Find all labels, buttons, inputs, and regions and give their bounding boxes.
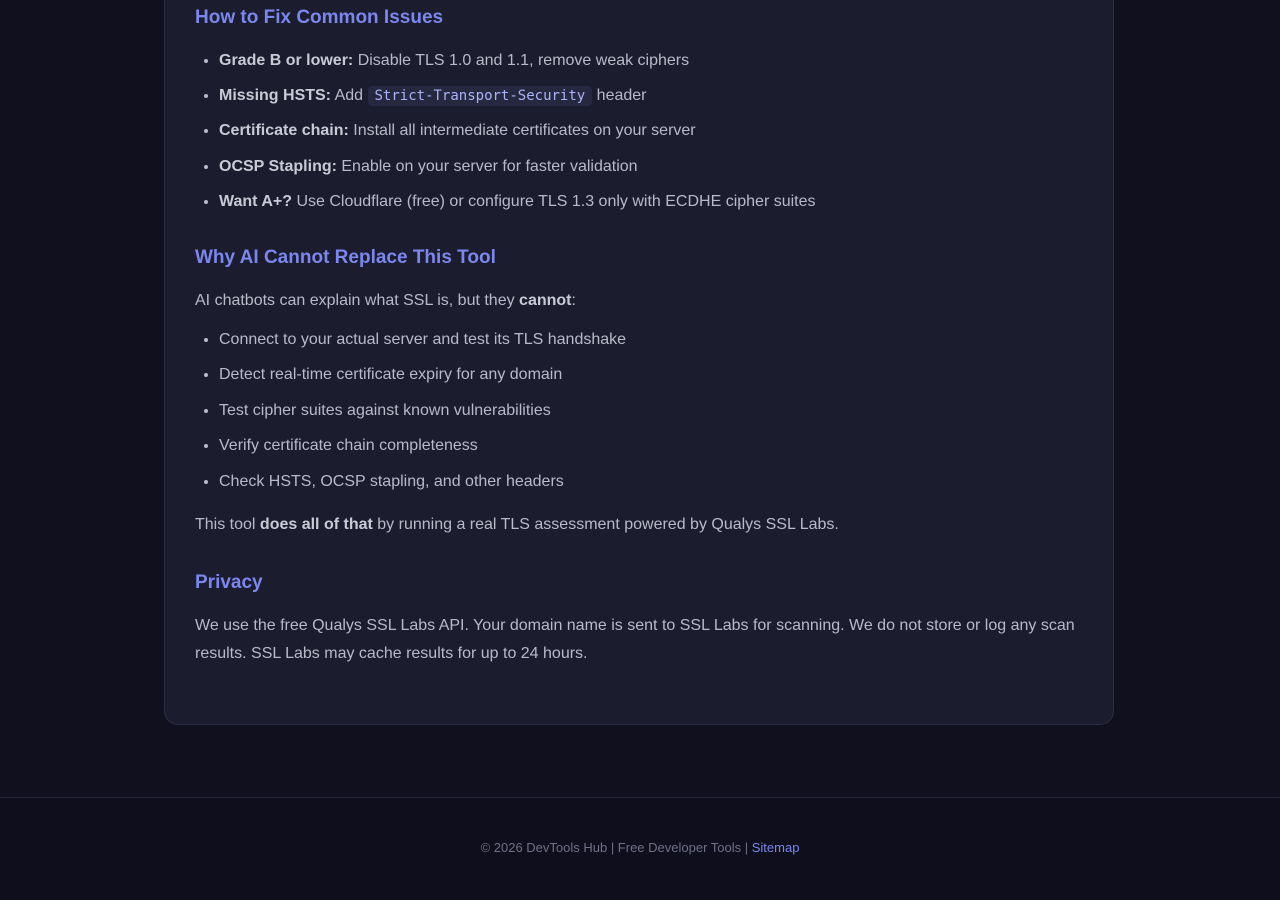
list-item-text: header	[592, 87, 647, 104]
fix-issues-list	[195, 51, 1085, 212]
why-ai-intro	[195, 287, 1085, 315]
list-item-text: Install all intermediate certificates on your server	[348, 122, 696, 139]
why-ai-heading: Why AI Cannot Replace This Tool	[195, 247, 496, 268]
outro-emphasis: does all of that	[259, 516, 373, 533]
list-item: • Verify certificate chain completeness	[219, 436, 1085, 456]
list-item-text: Use Cloudflare (free) or configure TLS 1.3 only with ECDHE cipher suites	[292, 193, 816, 210]
hsts-header-code: Strict-Transport-Security	[368, 86, 593, 106]
privacy-heading: Privacy	[195, 572, 263, 593]
list-item-text: Disable TLS 1.0 and 1.1, remove weak ciphers	[353, 52, 690, 69]
content-card	[164, 0, 1114, 725]
list-item-label: Missing HSTS:	[219, 87, 332, 104]
list-item-label: OCSP Stapling:	[219, 158, 337, 175]
intro-text: AI chatbots can explain what SSL is, but they	[195, 292, 520, 309]
list-item-label: Grade B or lower:	[219, 52, 354, 69]
list-item-text: Add	[331, 87, 368, 104]
list-item: • Check HSTS, OCSP stapling, and other headers	[219, 472, 1085, 492]
footer-copyright	[0, 840, 1280, 855]
why-ai-outro	[195, 511, 1085, 539]
list-item	[219, 121, 1085, 141]
sitemap-link[interactable]: Sitemap	[751, 840, 800, 855]
fix-issues-heading: How to Fix Common Issues	[195, 7, 444, 28]
list-item	[219, 157, 1085, 177]
list-item-label: Want A+?	[219, 193, 293, 210]
list-item	[219, 86, 1085, 106]
list-item	[219, 51, 1085, 71]
footer-text: © 2026 DevTools Hub | Free Developer Tools |	[480, 840, 752, 855]
list-item: • Test cipher suites against known vulnerabilities	[219, 401, 1085, 421]
outro-text: This tool	[195, 516, 260, 533]
list-item	[219, 192, 1085, 212]
list-item-text: Enable on your server for faster validation	[336, 158, 638, 175]
ai-limitations-list	[195, 330, 1085, 492]
list-item-label: Certificate chain:	[219, 122, 349, 139]
privacy-text: We use the free Qualys SSL Labs API. Your domain name is sent to SSL Labs for scanning. We do not store or log any scan results. SSL Labs may cache results for up to 24 hours.	[195, 617, 1075, 662]
outro-text-end: by running a real TLS assessment powered by Qualys SSL Labs.	[372, 516, 839, 533]
page-footer	[0, 797, 1280, 900]
intro-text-end: :	[571, 292, 576, 309]
list-item: • Connect to your actual server and test its TLS handshake	[219, 330, 1085, 350]
intro-emphasis: cannot	[519, 292, 572, 309]
content-body	[195, 6, 1085, 668]
list-item: • Detect real-time certificate expiry for any domain	[219, 365, 1085, 385]
